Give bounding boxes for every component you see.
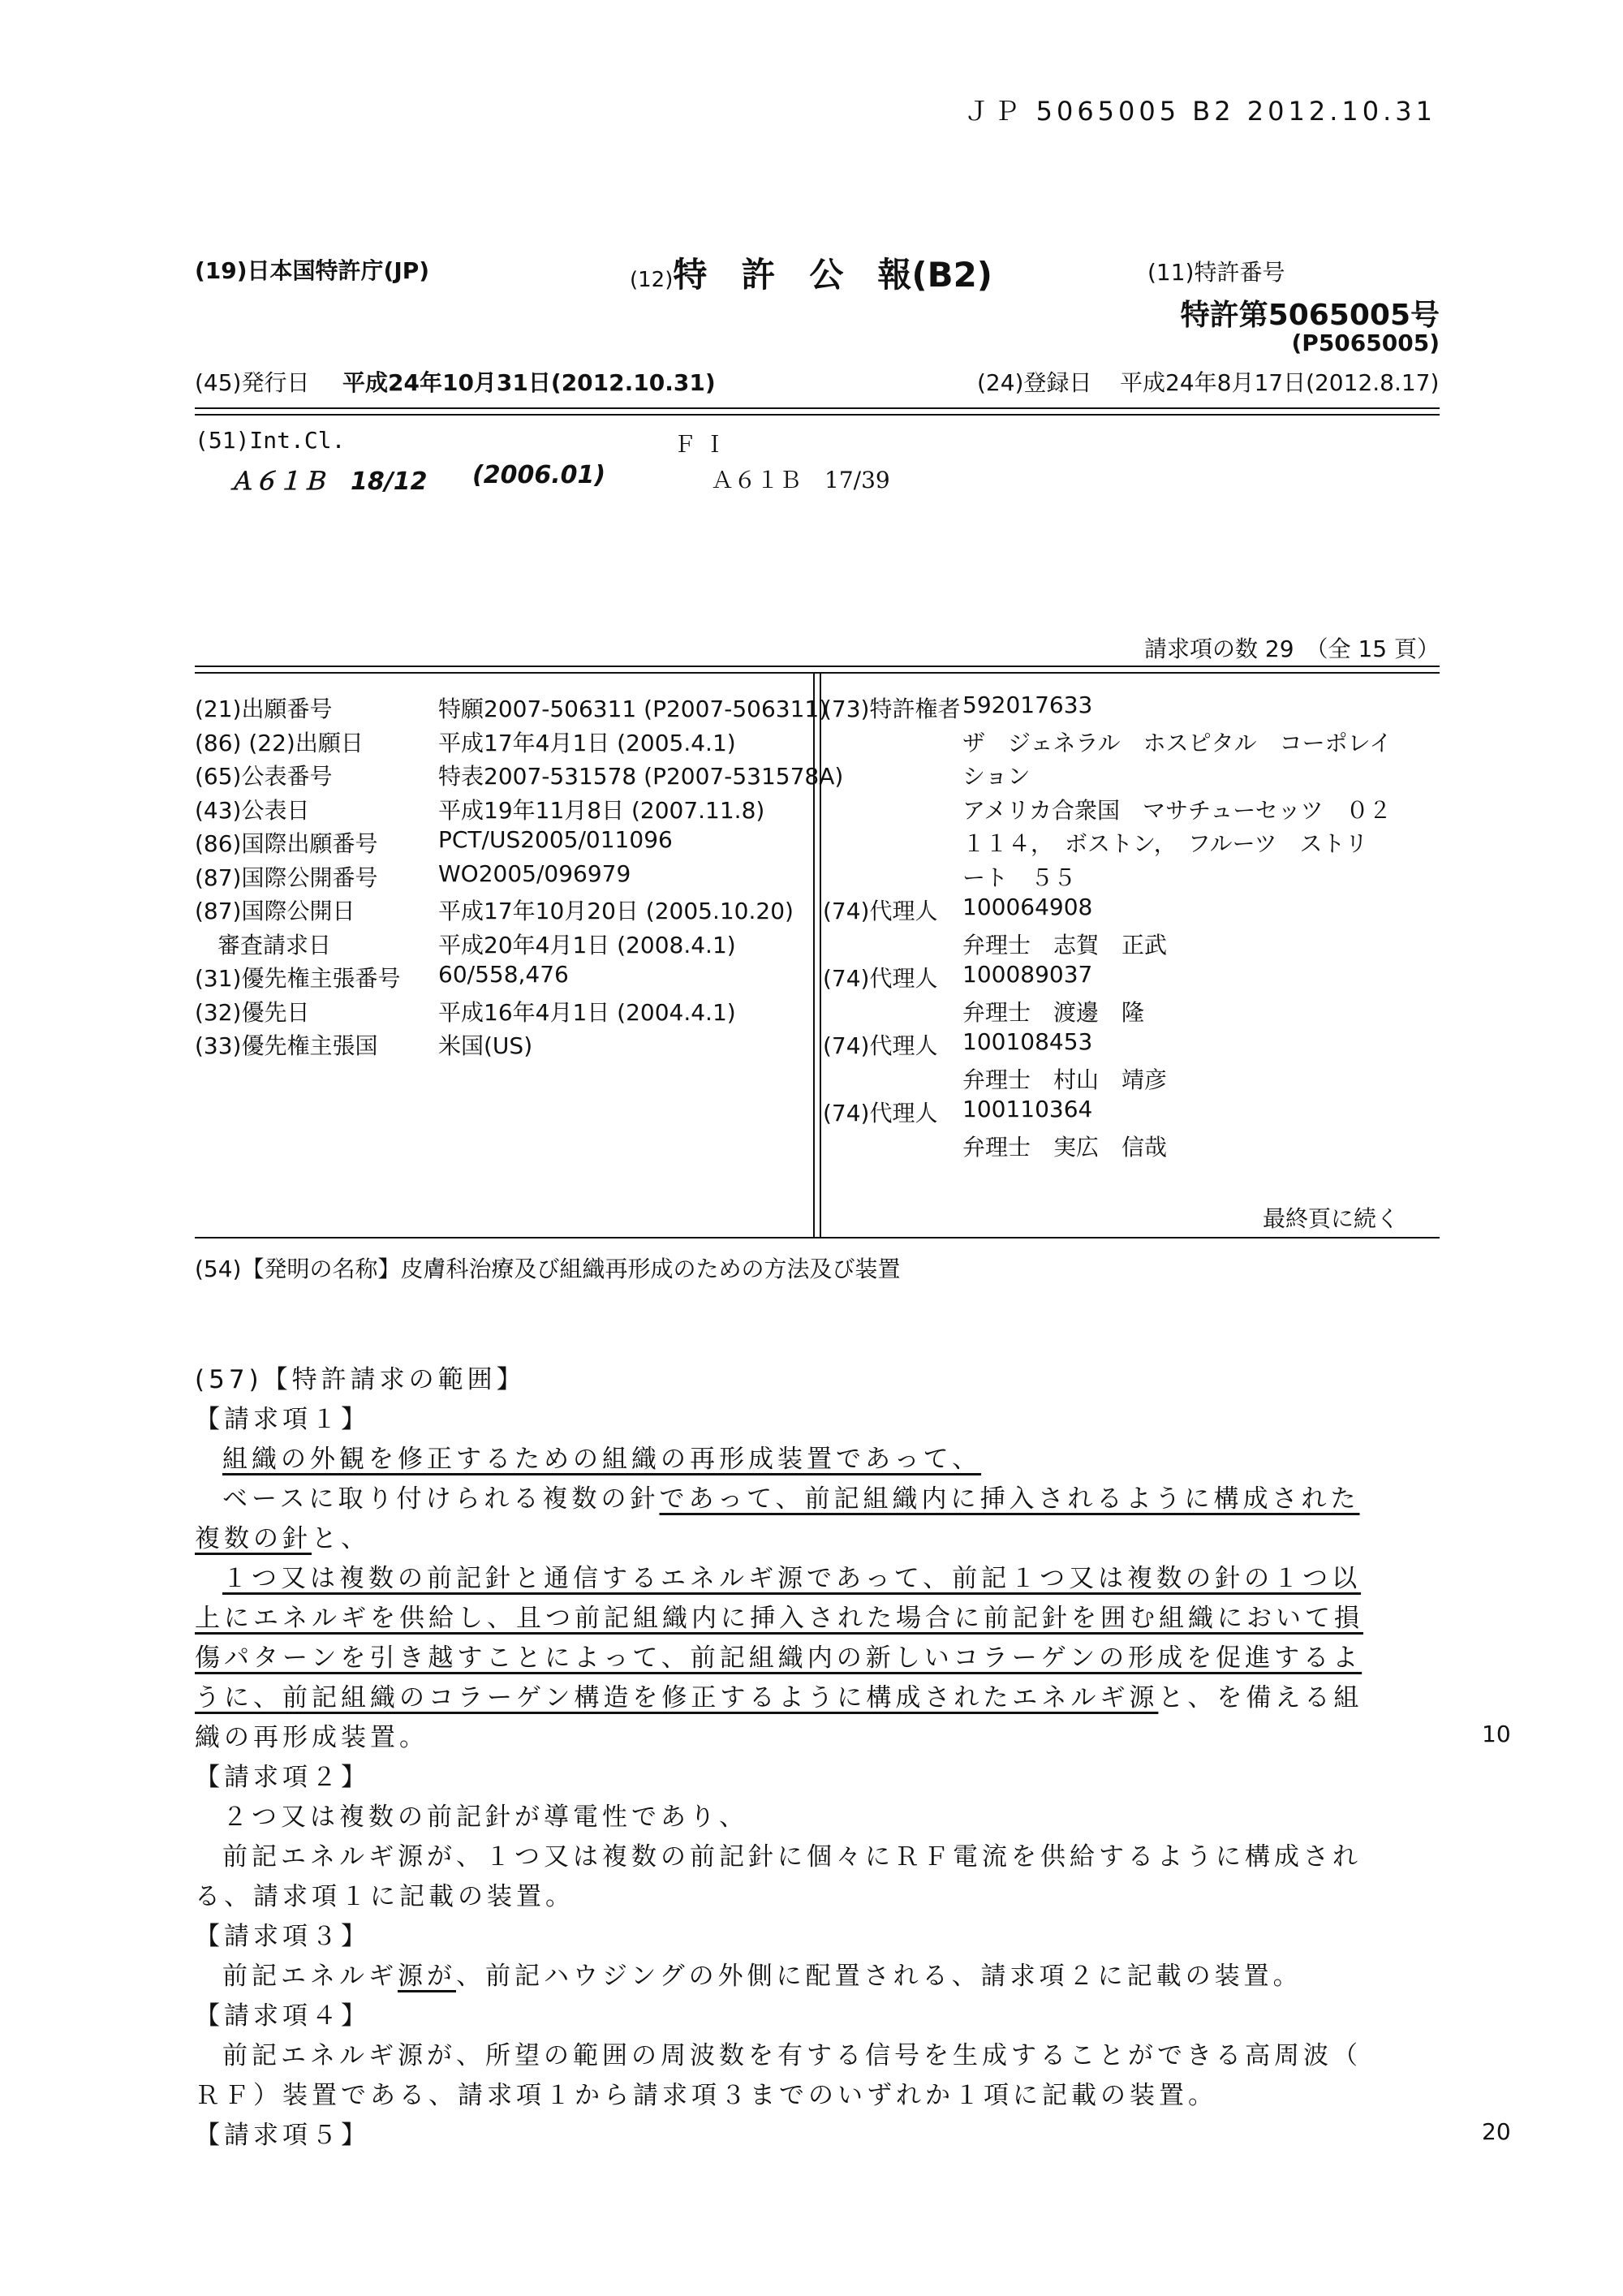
bib-left-label: 審査請求日 <box>195 931 332 958</box>
bib-right-label: (74)代理人 <box>823 1100 938 1126</box>
bib-right-value: 100110364 <box>962 1096 1093 1122</box>
registration-date: 平成24年8月17日(2012.8.17) <box>1120 369 1440 396</box>
bib-left-label: (87)国際公開番号 <box>195 864 378 891</box>
patent-number-label: (11)特許番号 <box>1147 259 1285 286</box>
bib-right-value: 弁理士 実広 信哉 <box>962 1133 1168 1161</box>
bib-left-label: (32)優先日 <box>195 998 310 1026</box>
patent-number: 特許第5065005号 <box>1180 299 1440 332</box>
bib-left-label: (31)優先権主張番号 <box>195 965 401 992</box>
office-label: (19)日本国特許庁(JP) <box>195 257 430 284</box>
bib-top-rule-1 <box>195 666 1440 667</box>
claim-1-line-7: うに、前記組織のコラーゲン構造を修正するように構成されたエネルギ源と、を備える組 <box>195 1683 1363 1712</box>
bib-left-value: 平成16年4月1日 (2004.4.1) <box>438 998 736 1026</box>
bib-left-value: 米国(US) <box>438 1032 533 1059</box>
bib-left-value: 特表2007-531578 (P2007-531578A) <box>438 763 844 790</box>
bib-left-value: 特願2007-506311 (P2007-506311) <box>438 696 829 722</box>
bib-bottom-rule <box>195 1237 1440 1238</box>
registration-date-label: (24)登録日 <box>977 369 1092 396</box>
claims-heading: (57)【特許請求の範囲】 <box>195 1365 526 1394</box>
claim-2-line-3: る、請求項１に記載の装置。 <box>195 1882 575 1911</box>
claim-1-line-2: ベースに取り付けられる複数の針であって、前記組織内に挿入されるように構成された <box>222 1484 1360 1514</box>
intcl-version: (2006.01) <box>472 461 606 489</box>
claim-1-line-1: 組織の外観を修正するための組織の再形成装置であって、 <box>222 1445 982 1474</box>
invention-title: (54)【発明の名称】皮膚科治療及び組織再形成のための方法及び装置 <box>195 1256 901 1282</box>
claim-2-line-1: ２つ又は複数の前記針が導電性であり、 <box>222 1803 748 1832</box>
fi-label: Ｆ Ｉ <box>674 431 726 458</box>
bib-left-value: WO2005/096979 <box>438 859 631 887</box>
bib-left-label: (65)公表番号 <box>195 763 333 790</box>
claims-count: 請求項の数 29 （全 15 頁） <box>1144 635 1440 662</box>
bib-right-value: 592017633 <box>962 691 1093 718</box>
claim-2-line-2: 前記エネルギ源が、１つ又は複数の前記針に個々にＲＦ電流を供給するように構成され <box>222 1842 1362 1872</box>
issue-date-label: (45)発行日 <box>195 369 310 396</box>
claim-1-heading: 【請求項１】 <box>195 1405 370 1434</box>
bib-left-label: (87)国際公開日 <box>195 898 355 924</box>
bib-right-value: 弁理士 渡邊 隆 <box>962 998 1145 1026</box>
bib-right-label: (74)代理人 <box>823 965 938 992</box>
bib-right-value: 100064908 <box>962 894 1093 920</box>
bib-left-value: PCT/US2005/011096 <box>438 826 673 853</box>
claim-1-line-3: 複数の針と、 <box>195 1524 370 1553</box>
bib-left-value: 60/558,476 <box>438 961 569 988</box>
bib-left-label: (21)出願番号 <box>195 696 333 722</box>
claim-4-line-1: 前記エネルギ源が、所望の範囲の周波数を有する信号を生成することができる高周波（ <box>222 2041 1362 2070</box>
patent-number-alt: (P5065005) <box>1291 330 1440 356</box>
intcl-label: (51)Int.Cl. <box>195 427 346 454</box>
bib-top-rule-2 <box>195 672 1440 674</box>
bib-left-value: 平成19年11月8日 (2007.11.8) <box>438 796 765 824</box>
claim-1-line-4: １つ又は複数の前記針と通信するエネルギ源であって、前記１つ又は複数の針の１つ以 <box>222 1564 1362 1593</box>
bib-right-label: (73)特許権者 <box>823 696 961 722</box>
publication-type <box>630 248 992 297</box>
bib-right-value: 100108453 <box>962 1028 1093 1055</box>
bib-left-label: (86)国際出願番号 <box>195 830 378 857</box>
claim-1-line-8: 織の再形成装置。 <box>195 1723 428 1752</box>
margin-line-number: 20 <box>1482 2118 1511 2145</box>
bib-right-value: ート ５５ <box>962 864 1077 891</box>
claim-1-line-6: 傷パターンを引き越すことによって、前記組織内の新しいコラーゲンの形成を促進するよ <box>195 1643 1363 1673</box>
header-rule-1 <box>195 407 1440 409</box>
bib-left-label: (86) (22)出願日 <box>195 729 364 756</box>
fi-code: Ａ６１Ｂ 17/39 <box>711 467 890 493</box>
bib-left-label: (33)優先権主張国 <box>195 1032 378 1059</box>
bib-right-label: (74)代理人 <box>823 898 938 924</box>
bib-left-value: 平成20年4月1日 (2008.4.1) <box>438 931 736 958</box>
header-rule-2 <box>195 414 1440 416</box>
bib-left-label: (43)公表日 <box>195 796 310 824</box>
bib-right-value: １１４， ボストン， フルーツ ストリ <box>962 830 1368 857</box>
bib-left-value: 平成17年10月20日 (2005.10.20) <box>438 898 794 924</box>
claim-3-line-1: 前記エネルギ源が、前記ハウジングの外側に配置される、請求項２に記載の装置。 <box>222 1962 1302 1991</box>
claim-5-heading: 【請求項５】 <box>195 2121 370 2150</box>
intcl-code: Ａ６１Ｂ 18/12 <box>229 467 428 496</box>
claim-4-heading: 【請求項４】 <box>195 2001 370 2031</box>
issue-date: 平成24年10月31日(2012.10.31) <box>342 369 716 396</box>
bib-right-value: 弁理士 志賀 正武 <box>962 931 1168 958</box>
header-document-id: ＪＰ 5065005 B2 2012.10.31 <box>963 96 1436 127</box>
claim-1-line-5: 上にエネルギを供給し、且つ前記組織内に挿入された場合に前記針を囲む組織において損 <box>195 1604 1363 1633</box>
publication-type-label: 特 許 公 報(B2) <box>673 255 993 295</box>
bib-divider-1 <box>813 672 815 1237</box>
margin-line-number: 10 <box>1482 1721 1511 1747</box>
publication-type-prefix: (12) <box>630 268 674 292</box>
bib-right-label: (74)代理人 <box>823 1032 938 1059</box>
claims-section <box>195 1360 1436 2156</box>
bib-right-value: ザ ジェネラル ホスピタル コーポレイ <box>962 729 1393 756</box>
bib-right-value: 弁理士 村山 靖彦 <box>962 1066 1168 1093</box>
bib-right-value: ション <box>962 763 1031 790</box>
claim-3-heading: 【請求項３】 <box>195 1922 370 1951</box>
continued-note: 最終頁に続く <box>1262 1205 1399 1232</box>
bib-right-value: 100089037 <box>962 961 1093 988</box>
bib-right-value: アメリカ合衆国 マサチューセッツ ０２ <box>962 796 1392 824</box>
claim-2-heading: 【請求項２】 <box>195 1763 370 1792</box>
bib-divider-2 <box>820 672 821 1237</box>
claim-4-line-2: ＲＦ）装置である、請求項１から請求項３までのいずれか１項に記載の装置。 <box>195 2081 1217 2110</box>
bib-left-value: 平成17年4月1日 (2005.4.1) <box>438 729 736 756</box>
